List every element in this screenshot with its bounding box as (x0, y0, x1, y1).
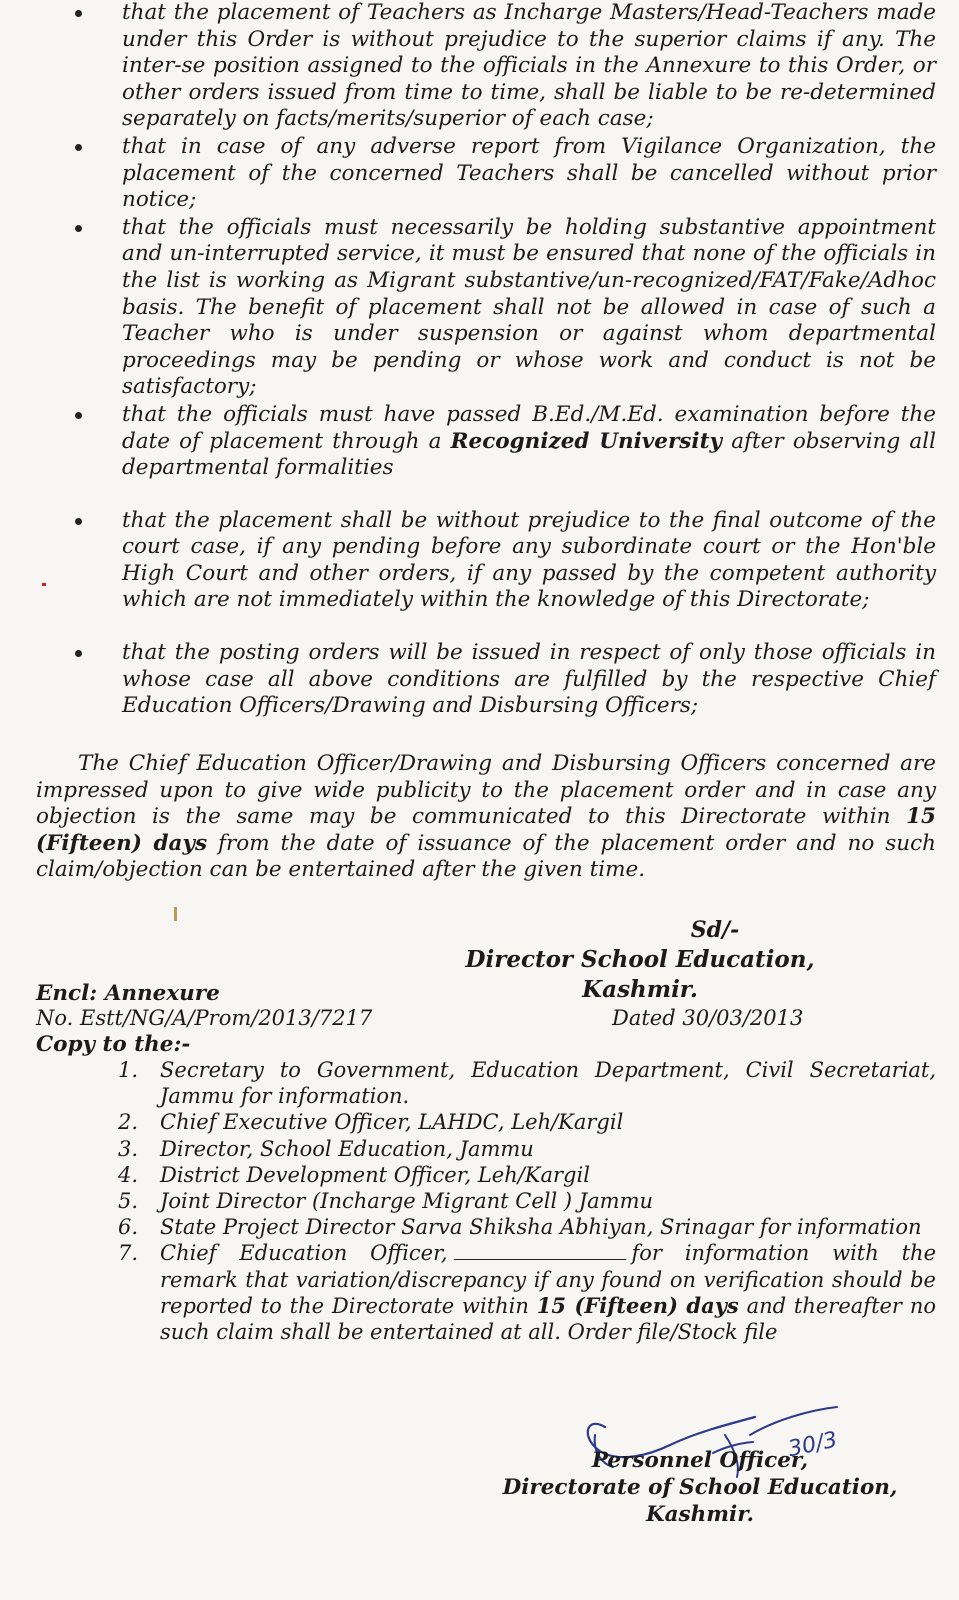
deadline-emphasis: 15 (Fifteen) days (36, 804, 936, 856)
list-item (118, 1136, 936, 1162)
item-text: Joint Director (Incharge Migrant Cell ) Jammu (160, 1189, 654, 1214)
item-text: State Project Director Sarva Shiksha Abhiyan, Srinagar for information (160, 1215, 922, 1240)
bullet-icon (75, 225, 82, 232)
condition-text: that the posting orders will be issued in respect of only those officials in whose case all above conditions are fulfilled by the respective Chief Education Officers/Drawing and Disbursing Officers; (122, 640, 936, 719)
item-text: Director, School Education, Jammu (160, 1136, 534, 1161)
item-number: 5. (118, 1189, 139, 1214)
condition-item (70, 508, 936, 614)
condition-text: that in case of any adverse report from Vigilance Organization, the placement of the concerned Teachers shall be cancelled without prior notice; (122, 133, 936, 213)
list-item (118, 1240, 936, 1345)
item-text: Chief Executive Officer, LAHDC, Leh/Kargil (160, 1110, 624, 1135)
blank-fill-line (454, 1243, 626, 1260)
bullet-icon (75, 650, 82, 657)
item-number: 3. (118, 1136, 139, 1161)
copy-to-heading: Copy to the:- (36, 1032, 191, 1057)
bullet-icon (75, 518, 82, 525)
list-item (118, 1057, 936, 1109)
item-number: 2. (118, 1110, 139, 1135)
bullet-icon (75, 144, 82, 151)
paragraph-text: from the date of issuance of the placement order and no such claim/objection can be entertained after the given time. (36, 830, 936, 883)
condition-item (70, 402, 936, 482)
item-text: for information with the remark that variation/discrepancy if any found on verification should be reported to the Directorate within (160, 1241, 937, 1318)
handwritten-date: 30/3 (786, 1427, 840, 1463)
list-item (118, 1162, 936, 1188)
deadline-emphasis: 15 (Fifteen) days (536, 1292, 739, 1318)
item-number: 7. (118, 1241, 139, 1266)
item-number: 4. (118, 1162, 139, 1187)
condition-text-part: after observing all departmental formalities (122, 428, 936, 481)
paragraph-text: The Chief Education Officer/Drawing and Disbursing Officers concerned are impressed upon to give wide publicity to the placement order and in case any objection is the same may be communicated to this Directorate within (36, 751, 936, 830)
list-item (118, 1109, 936, 1135)
item-text: Secretary to Government, Education Department, Civil Secretariat, Jammu for information. (160, 1058, 936, 1109)
director-place: Kashmir. (582, 976, 698, 1003)
condition-item (70, 0, 936, 133)
condition-item (70, 215, 936, 401)
item-number: 6. (118, 1215, 139, 1240)
stray-mark (42, 583, 46, 586)
director-title: Director School Education, (465, 946, 815, 973)
conditions-list (70, 0, 936, 720)
condition-text-part: that the officials must have passed B.Ed./M.Ed. examination before the date of placement through a (122, 401, 936, 454)
publicity-paragraph (36, 751, 936, 884)
condition-text: that the placement shall be without prejudice to the final outcome of the court case, if any pending before any subordinate court or the Hon'ble High Court and other orders, if any passed by the competent authority which are not immediately within the knowledge of this Directorate; (122, 507, 936, 613)
officer-title: Personnel Officer, (591, 1448, 809, 1473)
officer-place: Kashmir. (645, 1502, 755, 1527)
bullet-icon (75, 412, 82, 419)
director-signature-block (430, 915, 850, 1005)
condition-item (70, 134, 936, 214)
officer-directorate: Directorate of School Education, (502, 1475, 898, 1500)
item-number: 1. (118, 1058, 139, 1082)
bullet-icon (75, 10, 82, 17)
signed-mark: Sd/- (690, 917, 740, 943)
recognized-university-emphasis: Recognized University (450, 428, 723, 454)
copy-to-list (118, 1057, 936, 1345)
stray-mark (174, 907, 177, 921)
list-item (118, 1214, 936, 1240)
condition-text: that the officials must necessarily be holding substantive appointment and un-interrupted service, it must be ensured that none of the officials in the list is working as Migrant substantive/un-recognized/FAT/Fake/Adhoc basis. The benefit of placement shall not be allowed in case of such a Teacher who is under suspension or against whom departmental proceedings may be pending or whose work and conduct is not be satisfactory; (122, 214, 936, 400)
condition-text: that the placement of Teachers as Incharge Masters/Head-Teachers made under this Order is without prejudice to the superior claims if any. The inter-se position assigned to the officials in the Annexure to this Order, or other orders issued from time to time, shall be liable to be re-determined separately on facts/merits/superior of each case; (122, 0, 936, 132)
list-item (118, 1188, 936, 1214)
item-text: Chief Education Officer, (160, 1241, 448, 1266)
personnel-officer-block (480, 1447, 920, 1528)
condition-item (70, 640, 936, 720)
enclosure-line: Encl: Annexure (36, 981, 220, 1006)
item-text: and thereafter no such claim shall be entertained at all. Order file/Stock file (160, 1293, 936, 1345)
item-text: District Development Officer, Leh/Kargil (160, 1162, 590, 1187)
issue-date: Dated 30/03/2013 (612, 1006, 804, 1030)
reference-number: No. Estt/NG/A/Prom/2013/7217 (36, 1006, 373, 1030)
